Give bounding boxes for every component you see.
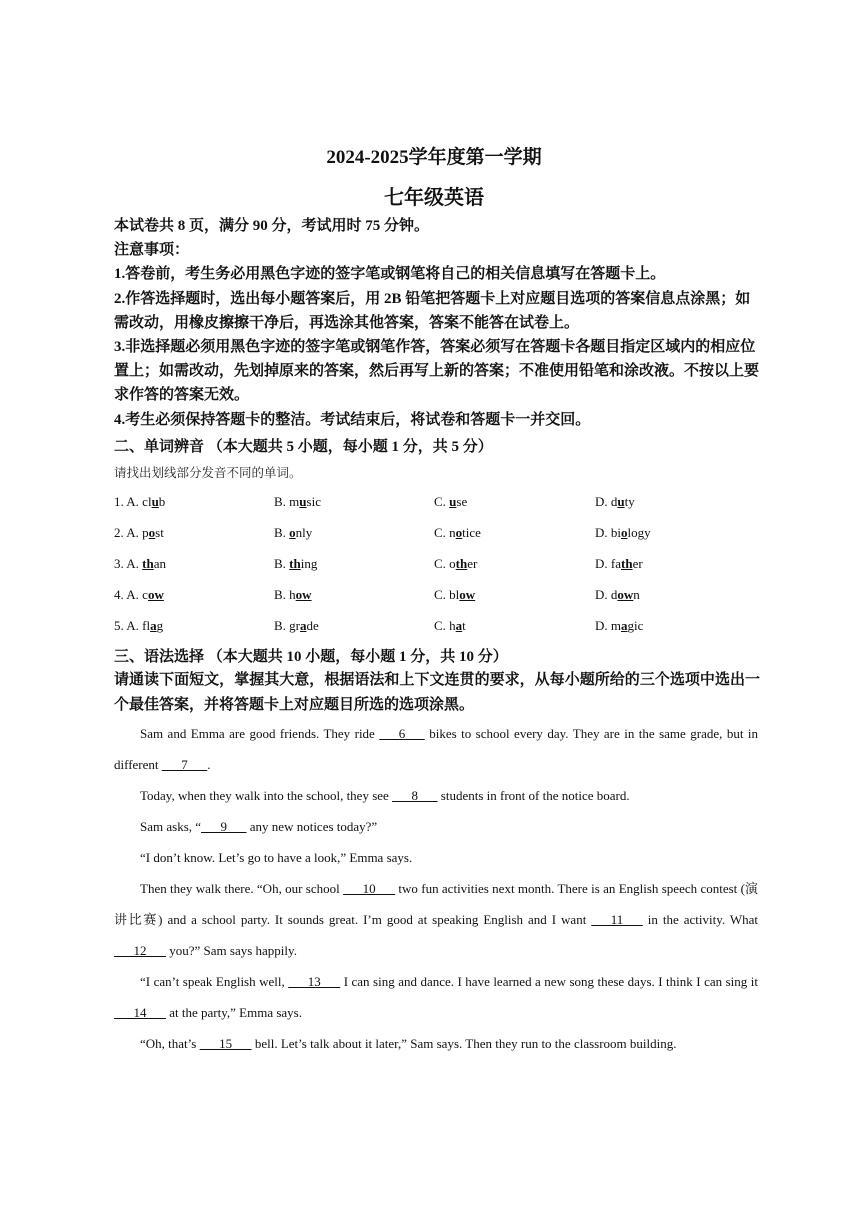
answer-blank: 6 xyxy=(379,726,425,741)
exam-notice xyxy=(114,214,760,432)
word-option: 1. A. club xyxy=(114,494,166,509)
question-row xyxy=(114,556,760,587)
question-row xyxy=(114,587,760,618)
word-option: B. grade xyxy=(274,618,319,633)
answer-blank: 7 xyxy=(161,757,208,772)
grammar-passage xyxy=(114,718,758,1059)
answer-blank: 8 xyxy=(392,788,438,803)
underlined-part: o xyxy=(621,525,628,540)
underlined-part: ow xyxy=(459,587,476,602)
notice-heading: 注意事项： xyxy=(114,242,190,259)
word-option: 4. A. cow xyxy=(114,587,164,602)
passage-paragraph: “I can’t speak English well, 13 I can sing and dance. I have learned a new song these days. I think I can sing it 14 at the party,” Emma says. xyxy=(114,974,758,1020)
word-option: B. how xyxy=(274,587,312,602)
word-option: 3. A. than xyxy=(114,556,167,571)
section-heading-grammar: 三、语法选择 （本大题共 10 小题，每小题 1 分，共 10 分） xyxy=(114,649,508,665)
word-option: C. other xyxy=(434,556,478,571)
word-option: D. father xyxy=(595,556,643,571)
word-option: D. down xyxy=(595,587,640,602)
word-option: C. blow xyxy=(434,587,476,602)
underlined-part: u xyxy=(299,494,307,509)
underlined-part: th xyxy=(142,556,154,571)
word-option: D. magic xyxy=(595,618,644,633)
phonetics-questions xyxy=(114,494,760,649)
underlined-part: th xyxy=(455,556,468,571)
underlined-part: th xyxy=(621,556,633,571)
underlined-part: o xyxy=(455,525,463,540)
answer-blank: 14 xyxy=(114,1005,166,1020)
word-option: C. hat xyxy=(434,618,466,633)
section-instruction-phonetics: 请找出划线部分发音不同的单词。 xyxy=(114,465,302,480)
passage-paragraph: Sam and Emma are good friends. They ride 6 bikes to school every day. They are in the same grade, but in different 7 . xyxy=(114,726,758,772)
underlined-part: th xyxy=(289,556,301,571)
word-option: B. thing xyxy=(274,556,318,571)
word-option: B. music xyxy=(274,494,321,509)
passage-paragraph: Today, when they walk into the school, they see 8 students in front of the notice board. xyxy=(140,788,630,803)
answer-blank: 9 xyxy=(201,819,247,834)
passage-paragraph: Sam asks, “ 9 any new notices today?” xyxy=(140,819,378,834)
underlined-part: a xyxy=(621,618,628,633)
answer-blank: 10 xyxy=(343,881,396,896)
word-option: D. duty xyxy=(595,494,635,509)
underlined-part: a xyxy=(300,618,307,633)
word-option: 5. A. flag xyxy=(114,618,164,633)
word-option: C. notice xyxy=(434,525,481,540)
notice-item: 1.答卷前，考生务必用黑色字迹的签字笔或钢笔将自己的相关信息填写在答题卡上。 xyxy=(114,266,666,283)
word-option: B. only xyxy=(274,525,313,540)
notice-item: 4.考生必须保持答题卡的整洁。考试结束后，将试卷和答题卡一并交回。 xyxy=(114,411,591,428)
exam-info: 本试卷共 8 页，满分 90 分，考试用时 75 分钟。 xyxy=(114,218,430,234)
passage-paragraph: “Oh, that’s 15 bell. Let’s talk about it later,” Sam says. Then they run to the classroom building. xyxy=(140,1036,677,1051)
underlined-part: u xyxy=(151,494,159,509)
exam-title: 2024-2025学年度第一学期 xyxy=(326,147,542,168)
question-row xyxy=(114,525,760,556)
exam-subtitle: 七年级英语 xyxy=(384,187,484,209)
underlined-part: o xyxy=(148,525,156,540)
passage-paragraph: Then they walk there. “Oh, our school 10 two fun activities next month. There is an English speech contest (演讲比赛) and a school party. It sounds great. I’m good at speaking English and I want 11 in the activity. What 12 you?” Sam says happily. xyxy=(114,881,759,958)
section-heading-phonetics: 二、单词辨音 （本大题共 5 小题，每小题 1 分，共 5 分） xyxy=(114,439,493,455)
underlined-part: ow xyxy=(147,587,164,602)
notice-item: 2.作答选择题时，选出每小题答案后，用 2B 铅笔把答题卡上对应题目选项的答案信息点涂黑；如需改动，用橡皮擦擦干净后，再选涂其他答案，答案不能答在试卷上。 xyxy=(114,290,751,331)
answer-blank: 11 xyxy=(591,912,643,927)
passage-paragraph: “I don’t know. Let’s go to have a look,” Emma says. xyxy=(140,850,413,865)
underlined-part: u xyxy=(617,494,625,509)
underlined-part: a xyxy=(455,618,463,633)
answer-blank: 12 xyxy=(114,943,166,958)
underlined-part: ow xyxy=(617,587,634,602)
answer-blank: 13 xyxy=(288,974,341,989)
answer-blank: 15 xyxy=(199,1036,252,1051)
word-option: D. biology xyxy=(595,525,651,540)
underlined-part: o xyxy=(289,525,296,540)
word-option: 2. A. post xyxy=(114,525,164,540)
section-instruction-grammar: 请通读下面短文，掌握其大意，根据语法和上下文连贯的要求，从每小题所给的三个选项中选出一个最佳答案，并将答题卡上对应题目所选的选项涂黑。 xyxy=(114,672,760,713)
notice-item: 3.非选择题必须用黑色字迹的签字笔或钢笔作答，答案必须写在答题卡各题目指定区域内的相应位置上；如需改动，先划掉原来的答案，然后再写上新的答案；不准使用铅笔和涂改液。不按以上要求作答的答案无效。 xyxy=(114,339,760,404)
underlined-part: ow xyxy=(295,587,312,602)
word-option: C. use xyxy=(434,494,468,509)
underlined-part: a xyxy=(150,618,157,633)
underlined-part: u xyxy=(449,494,457,509)
question-row xyxy=(114,494,760,525)
